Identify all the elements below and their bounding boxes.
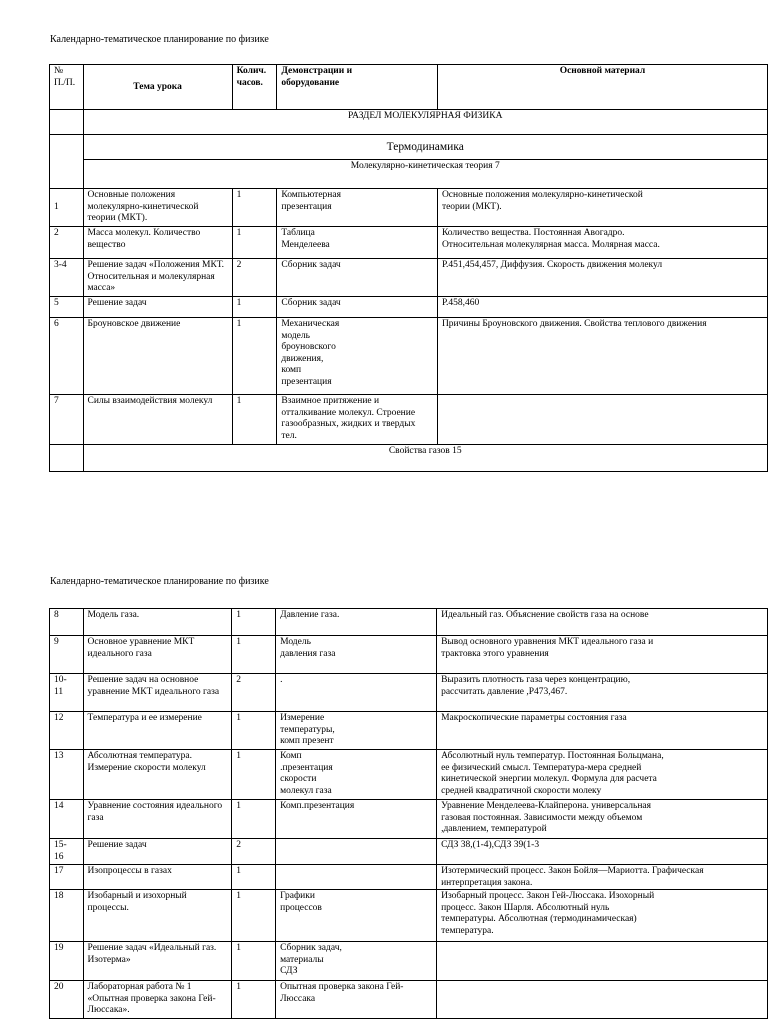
row-main: [437, 981, 768, 1019]
row-main: Причины Броуновского движения. Свойства теплового движения: [437, 318, 767, 395]
row-topic: Абсолютная температура. Измерение скорости молекул: [83, 750, 232, 800]
row-num: 3-4: [50, 259, 84, 297]
table-row: [50, 318, 768, 395]
planning-table-1: [49, 64, 768, 472]
planning-table-2: [49, 608, 768, 1019]
row-main: Макроскопические параметры состояния газа: [437, 712, 768, 750]
row-hours: 1: [232, 318, 277, 395]
row-num: 6: [50, 318, 84, 395]
table-row: [50, 297, 768, 318]
footer-section-row: [50, 445, 768, 472]
table-row: [50, 227, 768, 259]
row-hours: 2: [232, 839, 276, 865]
row-demo: Опытная проверка закона Гей-Люссака: [276, 981, 437, 1019]
table-row: [50, 674, 768, 712]
section-empty-cell: [50, 110, 84, 135]
row-topic: Изопроцессы в газах: [83, 865, 232, 890]
row-topic: Изобарный и изохорный процессы.: [83, 890, 232, 942]
row-demo: Взаимное притяжение и отталкивание молекул. Строение газообразных, жидких и твердых тел.: [277, 395, 438, 445]
table-row: [50, 800, 768, 839]
topic-block-row: [50, 160, 768, 189]
row-topic: Лабораторная работа № 1 «Опытная проверка закона Гей-Люссака».: [83, 981, 232, 1019]
row-topic: Модель газа.: [83, 609, 232, 636]
table-row: [50, 189, 768, 227]
row-main: Р.451,454,457, Диффузия. Скорость движения молекул: [437, 259, 767, 297]
row-demo: Графики процессов: [276, 890, 437, 942]
row-num: 9: [50, 636, 84, 674]
row-hours: 1: [232, 609, 276, 636]
row-num: 10- 11: [50, 674, 84, 712]
row-main: Изобарный процесс. Закон Гей-Люссака. Изохорный процесс. Закон Шарля. Абсолютный нуль температуры. Абсолютная (термодинамическая) температура.: [437, 890, 768, 942]
row-topic: Температура и ее измерение: [83, 712, 232, 750]
row-main: Вывод основного уравнения МКТ идеального газа и трактовка этого уравнения: [437, 636, 768, 674]
row-demo: Модель давления газа: [276, 636, 437, 674]
header-demo: Демонстрации и оборудование: [277, 65, 438, 110]
row-hours: 1: [232, 890, 276, 942]
row-hours: 1: [232, 297, 277, 318]
row-main: СДЗ 38,(1-4),СДЗ 39(1-3: [437, 839, 768, 865]
page-title: Календарно-тематическое планирование по физике: [50, 576, 269, 587]
header-row: [50, 65, 768, 110]
row-topic: Решение задач: [83, 297, 232, 318]
row-main: Количество вещества. Постоянная Авогадро. Относительная молекулярная масса. Молярная масса.: [437, 227, 767, 259]
section-row: [50, 110, 768, 135]
header-num: № П./П.: [50, 65, 84, 110]
row-main: Основные положения молекулярно-кинетической теории (МКТ).: [437, 189, 767, 227]
row-topic: Силы взаимодействия молекул: [83, 395, 232, 445]
row-demo: Сборник задач, материалы СДЗ: [276, 942, 437, 981]
row-topic: Основное уравнение МКТ идеального газа: [83, 636, 232, 674]
row-num: 14: [50, 800, 84, 839]
section-heading: РАЗДЕЛ МОЛЕКУЛЯРНАЯ ФИЗИКА: [83, 110, 768, 135]
table-row: [50, 609, 768, 636]
row-main: Идеальный газ. Объяснение свойств газа на основе: [437, 609, 768, 636]
table-row: [50, 981, 768, 1019]
row-topic: Масса молекул. Количество вещество: [83, 227, 232, 259]
row-topic: Уравнение состояния идеального газа: [83, 800, 232, 839]
row-num: 8: [50, 609, 84, 636]
row-hours: 1: [232, 942, 276, 981]
table-row: [50, 890, 768, 942]
row-demo: [276, 865, 437, 890]
row-hours: 1: [232, 981, 276, 1019]
row-num: 12: [50, 712, 84, 750]
row-hours: 1: [232, 636, 276, 674]
row-demo: Измерение температуры, комп презент: [276, 712, 437, 750]
table-row: [50, 259, 768, 297]
row-hours: 1: [232, 395, 277, 445]
row-hours: 2: [232, 674, 276, 712]
row-main: Абсолютный нуль температур. Постоянная Больцмана, ее физический смысл. Температура-мера средней кинетической энергии молекул. Формула для расчета средней квадратичной скорости молеку: [437, 750, 768, 800]
row-num: 17: [50, 865, 84, 890]
row-topic: Решение задач «Положения МКТ. Относительная и молекулярная масса»: [83, 259, 232, 297]
table-row: [50, 839, 768, 865]
row-demo: Комп .презентация скорости молекул газа: [276, 750, 437, 800]
row-topic: Решение задач: [83, 839, 232, 865]
row-main: Р.458,460: [437, 297, 767, 318]
table-row: [50, 942, 768, 981]
row-demo: Таблица Менделеева: [277, 227, 438, 259]
table-row: [50, 865, 768, 890]
table-row: [50, 712, 768, 750]
row-hours: 1: [232, 750, 276, 800]
row-hours: 1: [232, 865, 276, 890]
row-num: 5: [50, 297, 84, 318]
topic-block-heading: Молекулярно-кинетическая теория 7: [83, 160, 768, 189]
row-num: 18: [50, 890, 84, 942]
row-main: [437, 395, 767, 445]
footer-empty-cell: [50, 445, 84, 472]
row-main: Уравнение Менделеева-Клайперона. универсальная газовая постоянная. Зависимости между объемом ,давлением, температурой: [437, 800, 768, 839]
row-num: 1: [50, 189, 84, 227]
row-num: 15- 16: [50, 839, 84, 865]
subsection-row: [50, 135, 768, 160]
row-demo: Сборник задач: [277, 259, 438, 297]
footer-section-heading: Свойства газов 15: [83, 445, 768, 472]
row-hours: 1: [232, 712, 276, 750]
row-demo: .: [276, 674, 437, 712]
table-row: [50, 750, 768, 800]
row-hours: 1: [232, 227, 277, 259]
row-demo: Комп.презентация: [276, 800, 437, 839]
subsection-heading: Термодинамика: [83, 135, 768, 160]
row-num: 13: [50, 750, 84, 800]
row-num: 7: [50, 395, 84, 445]
header-topic: Тема урока: [83, 65, 232, 110]
row-demo: Компьютерная презентация: [277, 189, 438, 227]
row-main: Изотермический процесс. Закон Бойля—Мариотта. Графическая интерпретация закона.: [437, 865, 768, 890]
row-num: 19: [50, 942, 84, 981]
row-num: 20: [50, 981, 84, 1019]
row-main: [437, 942, 768, 981]
page-title: Календарно-тематическое планирование по физике: [50, 34, 269, 45]
row-main: Выразить плотность газа через концентрацию, рассчитать давление ,Р473,467.: [437, 674, 768, 712]
row-demo: Сборник задач: [277, 297, 438, 318]
row-topic: Броуновское движение: [83, 318, 232, 395]
row-topic: Основные положения молекулярно-кинетической теории (МКТ).: [83, 189, 232, 227]
row-num: 2: [50, 227, 84, 259]
table-row: [50, 395, 768, 445]
row-hours: 1: [232, 800, 276, 839]
row-topic: Решение задач на основное уравнение МКТ идеального газа: [83, 674, 232, 712]
row-hours: 2: [232, 259, 277, 297]
header-main: Основной материал: [437, 65, 767, 110]
row-topic: Решение задач «Идеальный газ. Изотерма»: [83, 942, 232, 981]
row-hours: 1: [232, 189, 277, 227]
header-hours: Колич. часов.: [232, 65, 277, 110]
row-demo: Давление газа.: [276, 609, 437, 636]
row-demo: Механическая модель броуновского движения, комп презентация: [277, 318, 438, 395]
row-demo: [276, 839, 437, 865]
table-row: [50, 636, 768, 674]
subsection-empty-cell: [50, 135, 84, 189]
